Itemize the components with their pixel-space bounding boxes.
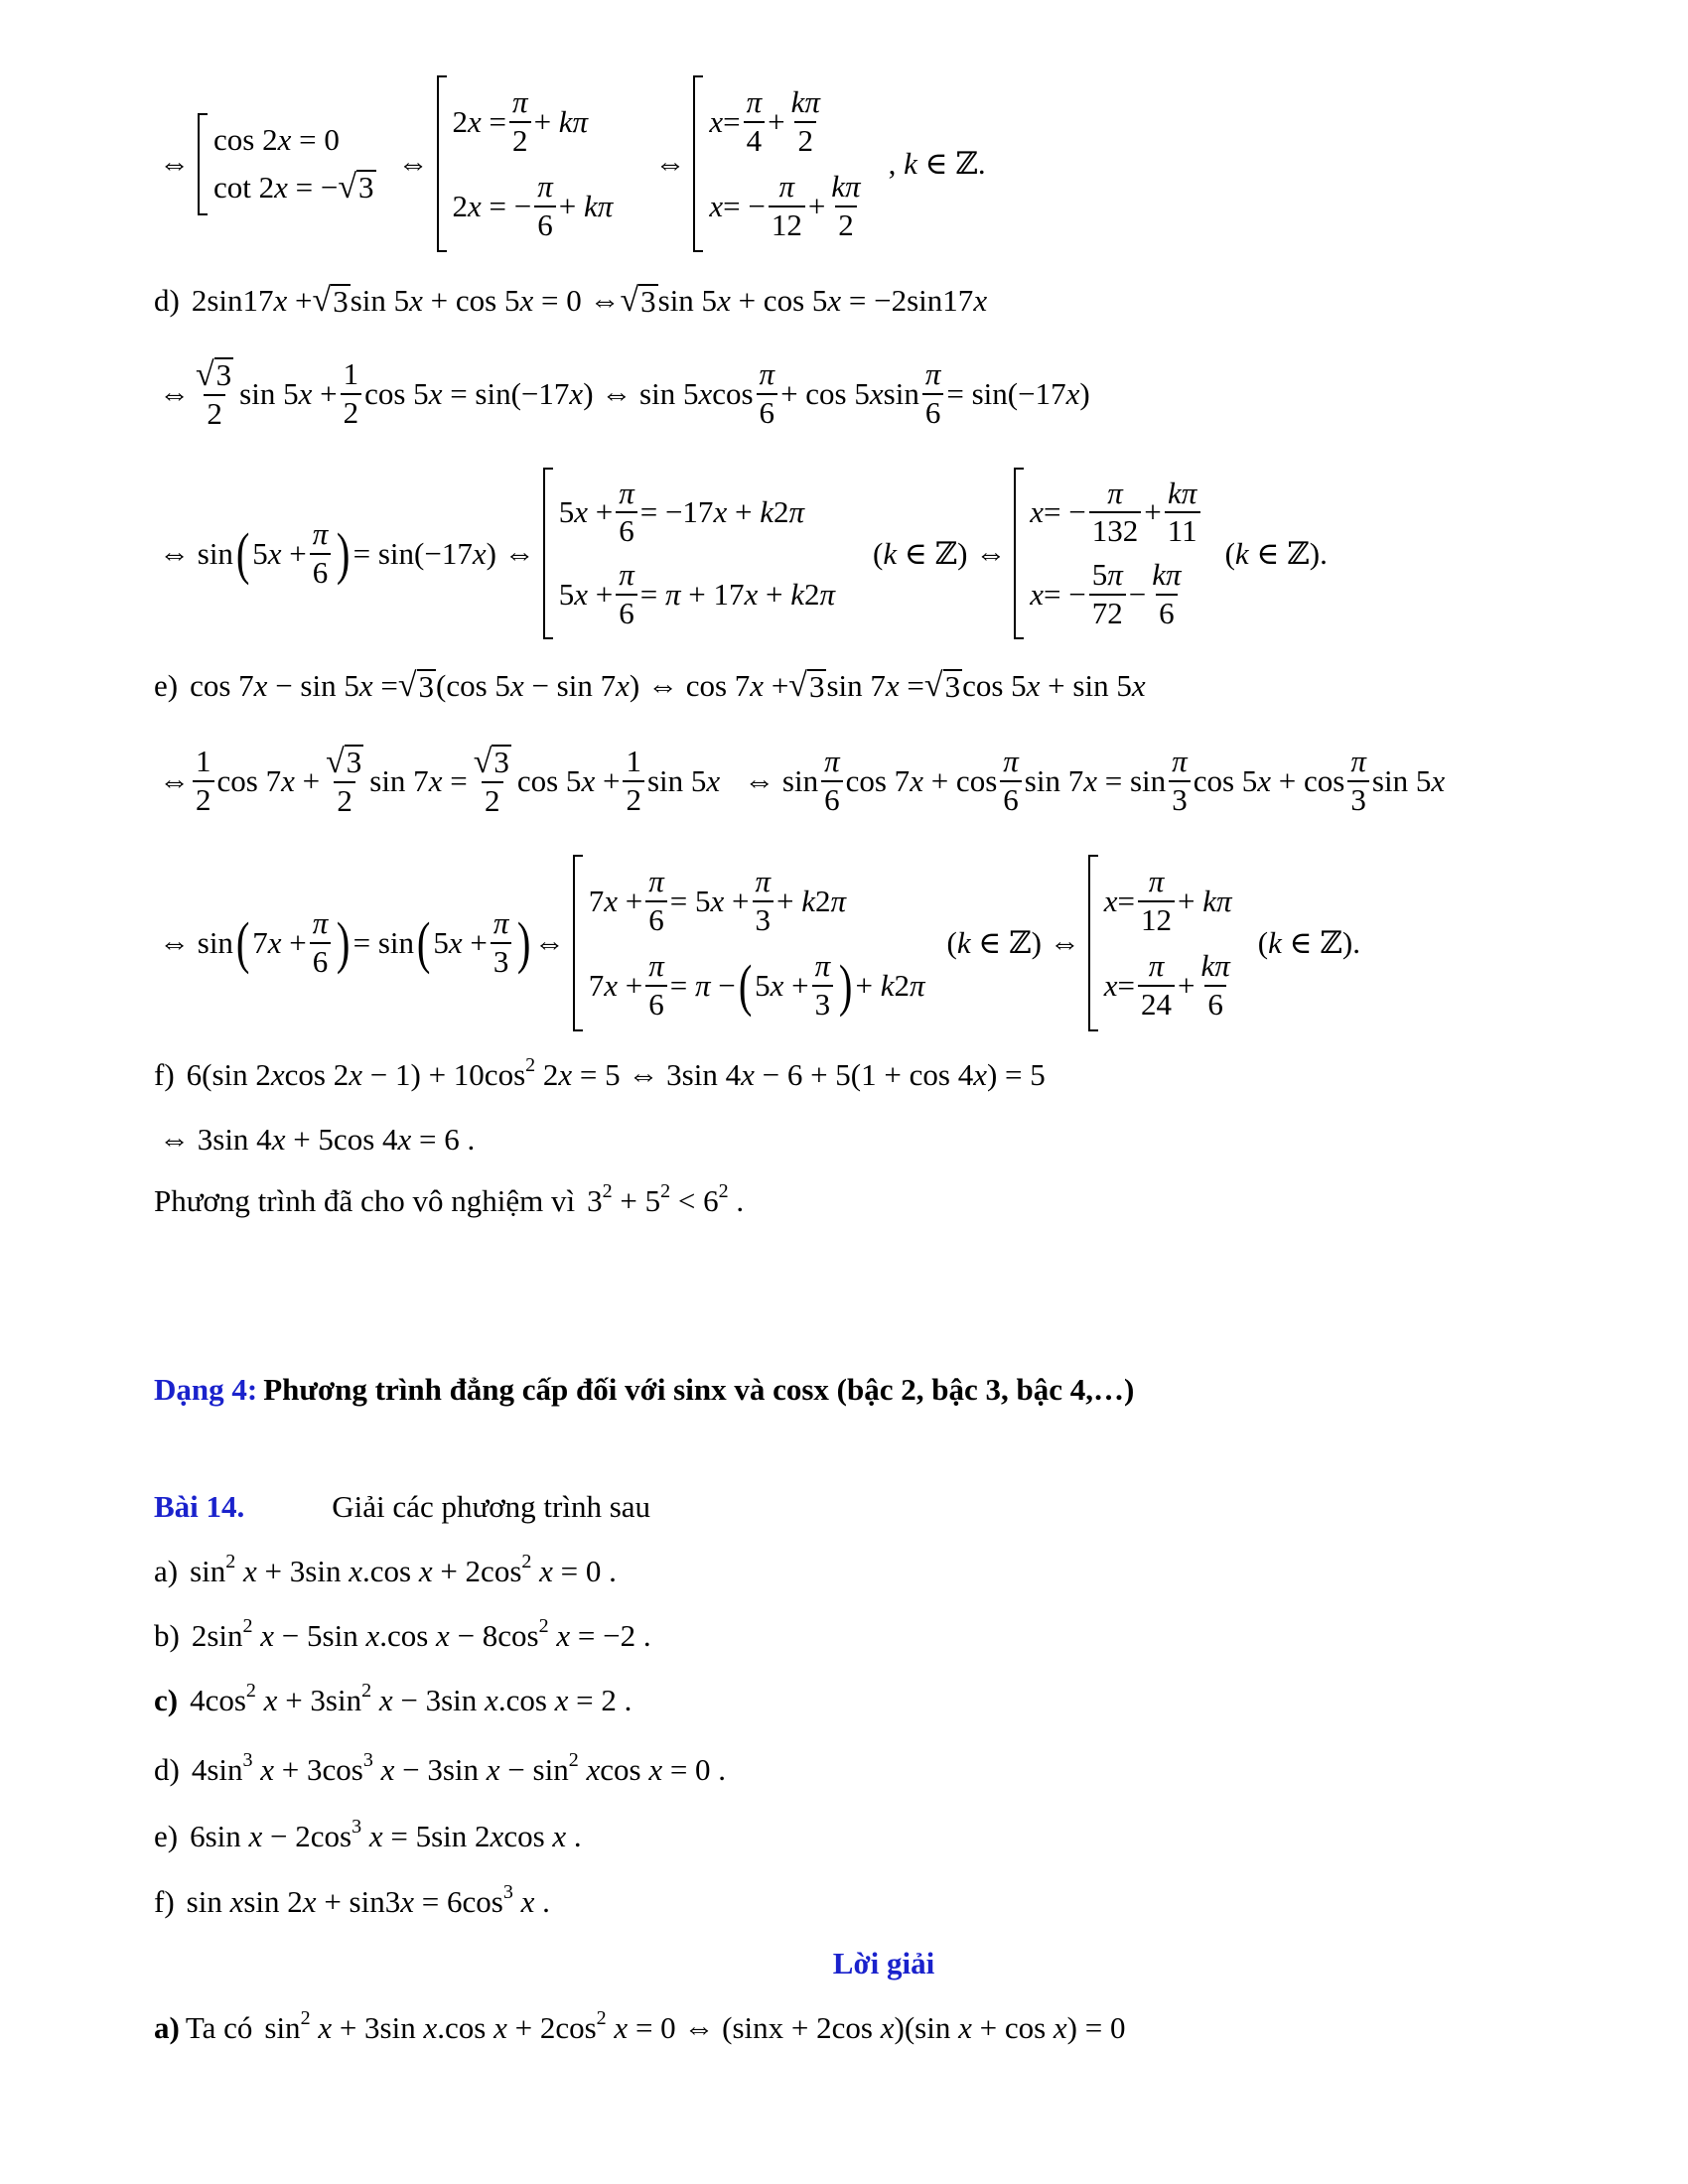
exercise-label: Bài 14. (154, 1489, 245, 1524)
item-a-label: a) (154, 1554, 179, 1588)
solution-a-line: a) Ta có $\sin^2 x + 3\sin$ x.cos $x + 2\cos^2$ x = 0 ⇔ (sinx + 2cos x)(sin x + cos x) = 0 (154, 2007, 1126, 2045)
item-d-label: d) (154, 1752, 180, 1787)
part-e-line-2: ⇔ $\frac{1}{2}$ cos 7x + √ 3 2 sin 7x = √ 3 2 cos 5x + $\frac{1}{2}$ sin 5x ⇔ sin $\frac{\pi}{6}$ cos 7x + cos $\frac{\pi}{6}$ sin 7x = sin $\frac{\pi}{3}$ cos 5x + cos $\frac{\pi}{3}$ sin 5x (159, 743, 1446, 818)
bracket-system-e1: 7x + $\frac{\pi}{6}$ = 5x + $\frac{\pi}{3}$ + k2π 7x + $\frac{\pi}{6}$ = π − ( 5x + $\frac{\pi}{3}$ ) + k2π (573, 855, 939, 1031)
solution-title: Lời giải (832, 1946, 935, 1980)
part-e-label: e) (154, 668, 179, 703)
item-f-label: f) (154, 1884, 175, 1919)
exercise-item-c: c) $4\cos^2$ $x + 3\sin^2$ x − 3sin x.cos x = 2 . (154, 1680, 633, 1717)
item-b-label: b) (154, 1618, 180, 1653)
exercise-item-b: b) $2\sin^2$ x − 5sin x.cos $x - 8\cos^2$ x = −2 . (154, 1615, 651, 1653)
section-title: Phương trình đẳng cấp đối với sinx và cosx (bậc 2, bậc 3, bậc 4,…) (263, 1372, 1135, 1407)
prev-result-line: ⇔ cos 2x = 0 cot 2x = − √ 3 ⇔ 2x = $\frac{\pi}{2}$ + kπ 2x = − $\frac{\pi}{6}$ + kπ ⇔ x = $\frac{\pi}{4}$ + $\frac{k\pi}{2}$ x = − $\frac{\pi}{12}$ + $\frac{k\pi}{2}$ , k ∈ ℤ. (159, 69, 986, 258)
item-e-label: e) (154, 1819, 179, 1853)
bracket-system-e2: x = $\frac{\pi}{12}$ + kπ x = $\frac{\pi}{24}$ + $\frac{k\pi}{6}$ (1088, 855, 1250, 1031)
bracket-system-2: 2x = $\frac{\pi}{2}$ + kπ 2x = − $\frac{\pi}{6}$ + kπ (437, 75, 628, 252)
part-f-conclusion: Phương trình đã cho vô nghiệm vì $3^2 + 5^2 < 6^2$ . (154, 1180, 745, 1218)
bracket-system-1: cos 2x = 0 cot 2x = − √ 3 (198, 113, 390, 215)
part-d-label: d) (154, 283, 180, 318)
exercise-item-a: a) $\sin^2 x + 3\sin$ x.cos $x + 2\cos^2$ x = 0 . (154, 1551, 617, 1588)
part-f-label: f) (154, 1057, 175, 1092)
solution-a-label: a) (154, 2010, 180, 2045)
exercise-instruction: Giải các phương trình sau (332, 1489, 651, 1524)
exercise-header (154, 1489, 650, 1525)
solution-a-prefix: Ta có (185, 2010, 253, 2045)
solution-title-line (0, 1946, 1688, 1981)
part-f-line-1: f) 6(sin 2xcos $2x - 1) + 10\cos^2$ 2x = 5 ⇔ 3sin 4x − 6 + 5(1 + cos 4x) = 5 (154, 1054, 1046, 1092)
part-e-line-3: ⇔ sin ( 7x + $\frac{\pi}{6}$ ) = sin ( 5x + $\frac{\pi}{3}$ ) ⇔ 7x + $\frac{\pi}{6}$ = 5x + $\frac{\pi}{3}$ + k2π 7x + $\frac{\pi}{6}$ = π − ( 5x + $\frac{\pi}{3}$ ) + k2π (k ∈ ℤ) ⇔ x = $\frac{\pi}{12}$ + kπ x = $\frac{\pi}{24}$ + $\frac{k\pi}{6}$ (k ∈ ℤ). (159, 854, 1360, 1032)
section-dang-label: Dạng 4: (154, 1372, 258, 1407)
bracket-system-3: x = $\frac{\pi}{4}$ + $\frac{k\pi}{2}$ x = − $\frac{\pi}{12}$ + $\frac{k\pi}{2}$ (693, 75, 880, 252)
part-d-line-1: d) 2sin17x + √ 3 sin 5x + cos 5x = 0 ⇔ √ 3 sin 5x + cos 5x = −2sin17x (154, 282, 988, 320)
bracket-system-d2: x = − $\frac{\pi}{132}$ + $\frac{k\pi}{11}$ x = − $\frac{5\pi}{72}$ − $\frac{k\pi}{6}$ (1014, 468, 1216, 639)
part-d-line-2: ⇔ √ 3 2 sin 5x + $\frac{1}{2}$ cos 5x = sin(−17x) ⇔ sin 5xcos $\frac{\pi}{6}$ + cos 5xsin $\frac{\pi}{6}$ = sin(−17x) (159, 355, 1090, 431)
part-e-line-1: e) cos 7x − sin 5x = √ 3 (cos 5x − sin 7x) ⇔ cos 7x + √ 3 sin 7x = √ 3 cos 5x + sin 5x (154, 667, 1146, 705)
part-d-line-3: ⇔ sin ( 5x + $\frac{\pi}{6}$ ) = sin(−17x) ⇔ 5x + $\frac{\pi}{6}$ = −17x + k2π 5x + $\frac{\pi}{6}$ = π + 17x + k2π (k ∈ ℤ) ⇔ x = − $\frac{\pi}{132}$ + $\frac{k\pi}{11}$ x = − $\frac{5\pi}{72}$ − $\frac{k\pi}{6}$ (k ∈ ℤ). (159, 467, 1328, 640)
equiv-symbol: ⇔ (159, 146, 190, 182)
exercise-item-e: e) 6sin $x - 2\cos^3$ x = 5sin 2xcos x . (154, 1816, 582, 1853)
item-c-label: c) (154, 1683, 179, 1717)
exercise-item-d: d) $4\sin^3$ $x + 3\cos^3$ x − 3sin $x - \sin^2 xcos$ x = 0 . (154, 1749, 727, 1787)
part-f-line-2: ⇔ 3sin 4x + 5cos 4x = 6 . (159, 1122, 476, 1157)
exercise-item-f: f) sin xsin $2x + \sin 3x = 6\cos^3$ x . (154, 1881, 550, 1919)
conclusion-text: Phương trình đã cho vô nghiệm vì (154, 1183, 576, 1218)
section-heading (154, 1372, 1134, 1408)
bracket-system-d1: 5x + $\frac{\pi}{6}$ = −17x + k2π 5x + $\frac{\pi}{6}$ = π + 17x + k2π (543, 468, 849, 639)
